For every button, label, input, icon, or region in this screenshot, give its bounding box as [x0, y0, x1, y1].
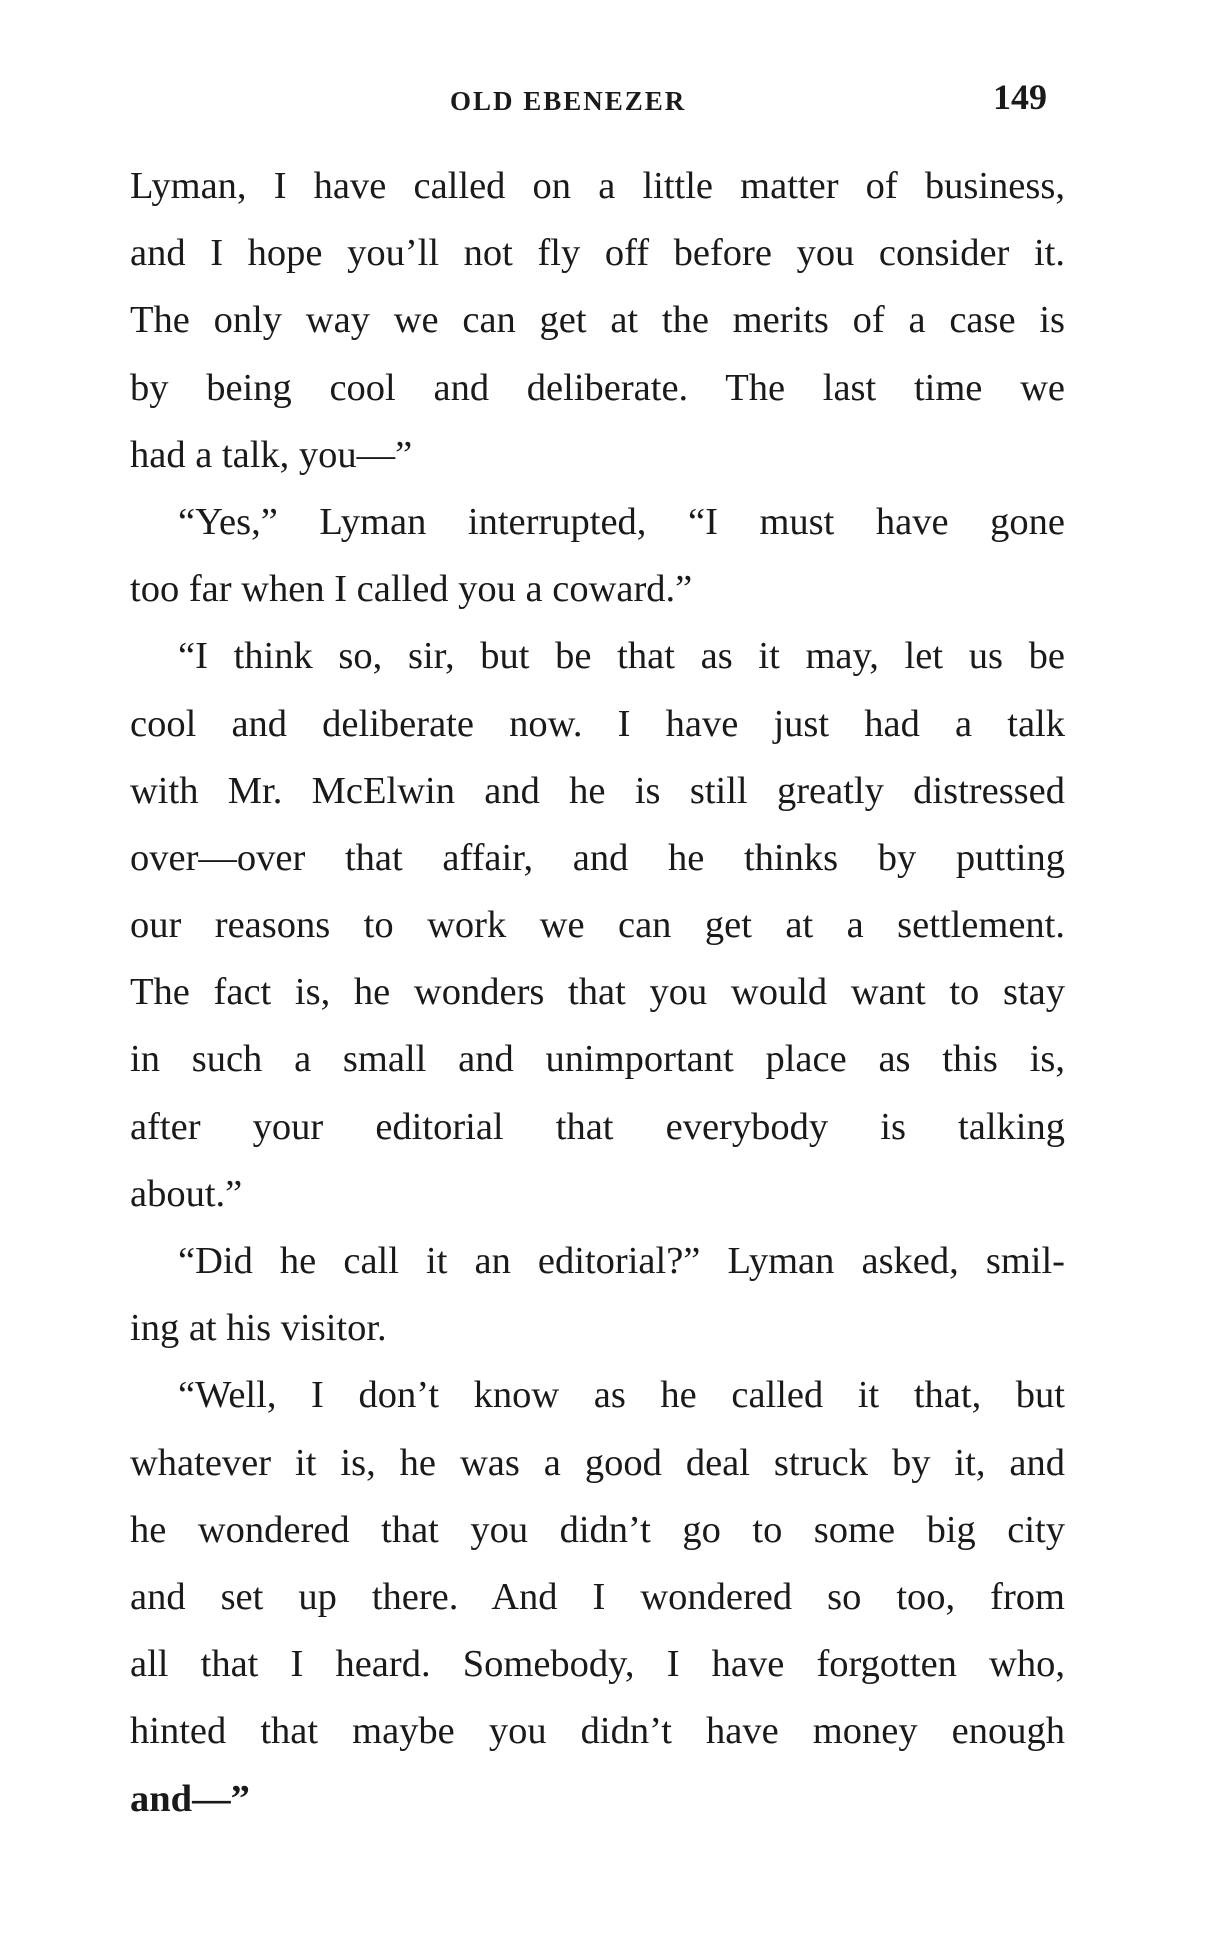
text-line: our reasons to work we can get at a settlement. [130, 904, 1065, 947]
text-line: “Well, I don’t know as he called it that, but [178, 1374, 1065, 1417]
text-line: and I hope you’ll not fly off before you consider it. [130, 232, 1065, 275]
text-line: he wondered that you didn’t go to some big city [130, 1508, 1065, 1551]
text-line: with Mr. McElwin and he is still greatly distressed [130, 769, 1065, 812]
text-line: about.” [130, 1172, 243, 1215]
text-line: Lyman, I have called on a little matter of business, [130, 165, 1065, 207]
text-line: The only way we can get at the merits of a case is [130, 299, 1065, 342]
text-line: whatever it is, he was a good deal struck by it, and [130, 1441, 1065, 1484]
running-title: OLD EBENEZER [450, 86, 687, 116]
text-line: after your editorial that everybody is talking [130, 1105, 1065, 1148]
text-line: “I think so, sir, but be that as it may, let us be [178, 635, 1065, 678]
text-line: and set up there. And I wondered so too, from [130, 1575, 1065, 1618]
text-line: cool and deliberate now. I have just had a talk [130, 702, 1065, 745]
text-line: by being cool and deliberate. The last time we [130, 366, 1065, 409]
text-line: hinted that maybe you didn’t have money enough [130, 1710, 1065, 1753]
text-line: in such a small and unimportant place as this is, [130, 1038, 1065, 1081]
text-line: ing at his visitor. [130, 1307, 387, 1350]
text-line: over—over that affair, and he thinks by putting [130, 836, 1065, 879]
text-line: “Yes,” Lyman interrupted, “I must have gone [178, 500, 1065, 543]
text-line: “Did he call it an editorial?” Lyman asked, smil- [178, 1240, 1065, 1282]
body-text [130, 153, 1065, 1833]
text-line: and—” [130, 1777, 250, 1820]
text-line: too far when I called you a coward.” [130, 568, 693, 611]
text-line: all that I heard. Somebody, I have forgotten who, [130, 1643, 1065, 1686]
text-line: The fact is, he wonders that you would want to stay [130, 971, 1065, 1014]
text-line: had a talk, you—” [130, 433, 413, 476]
page-number: 149 [993, 77, 1047, 117]
